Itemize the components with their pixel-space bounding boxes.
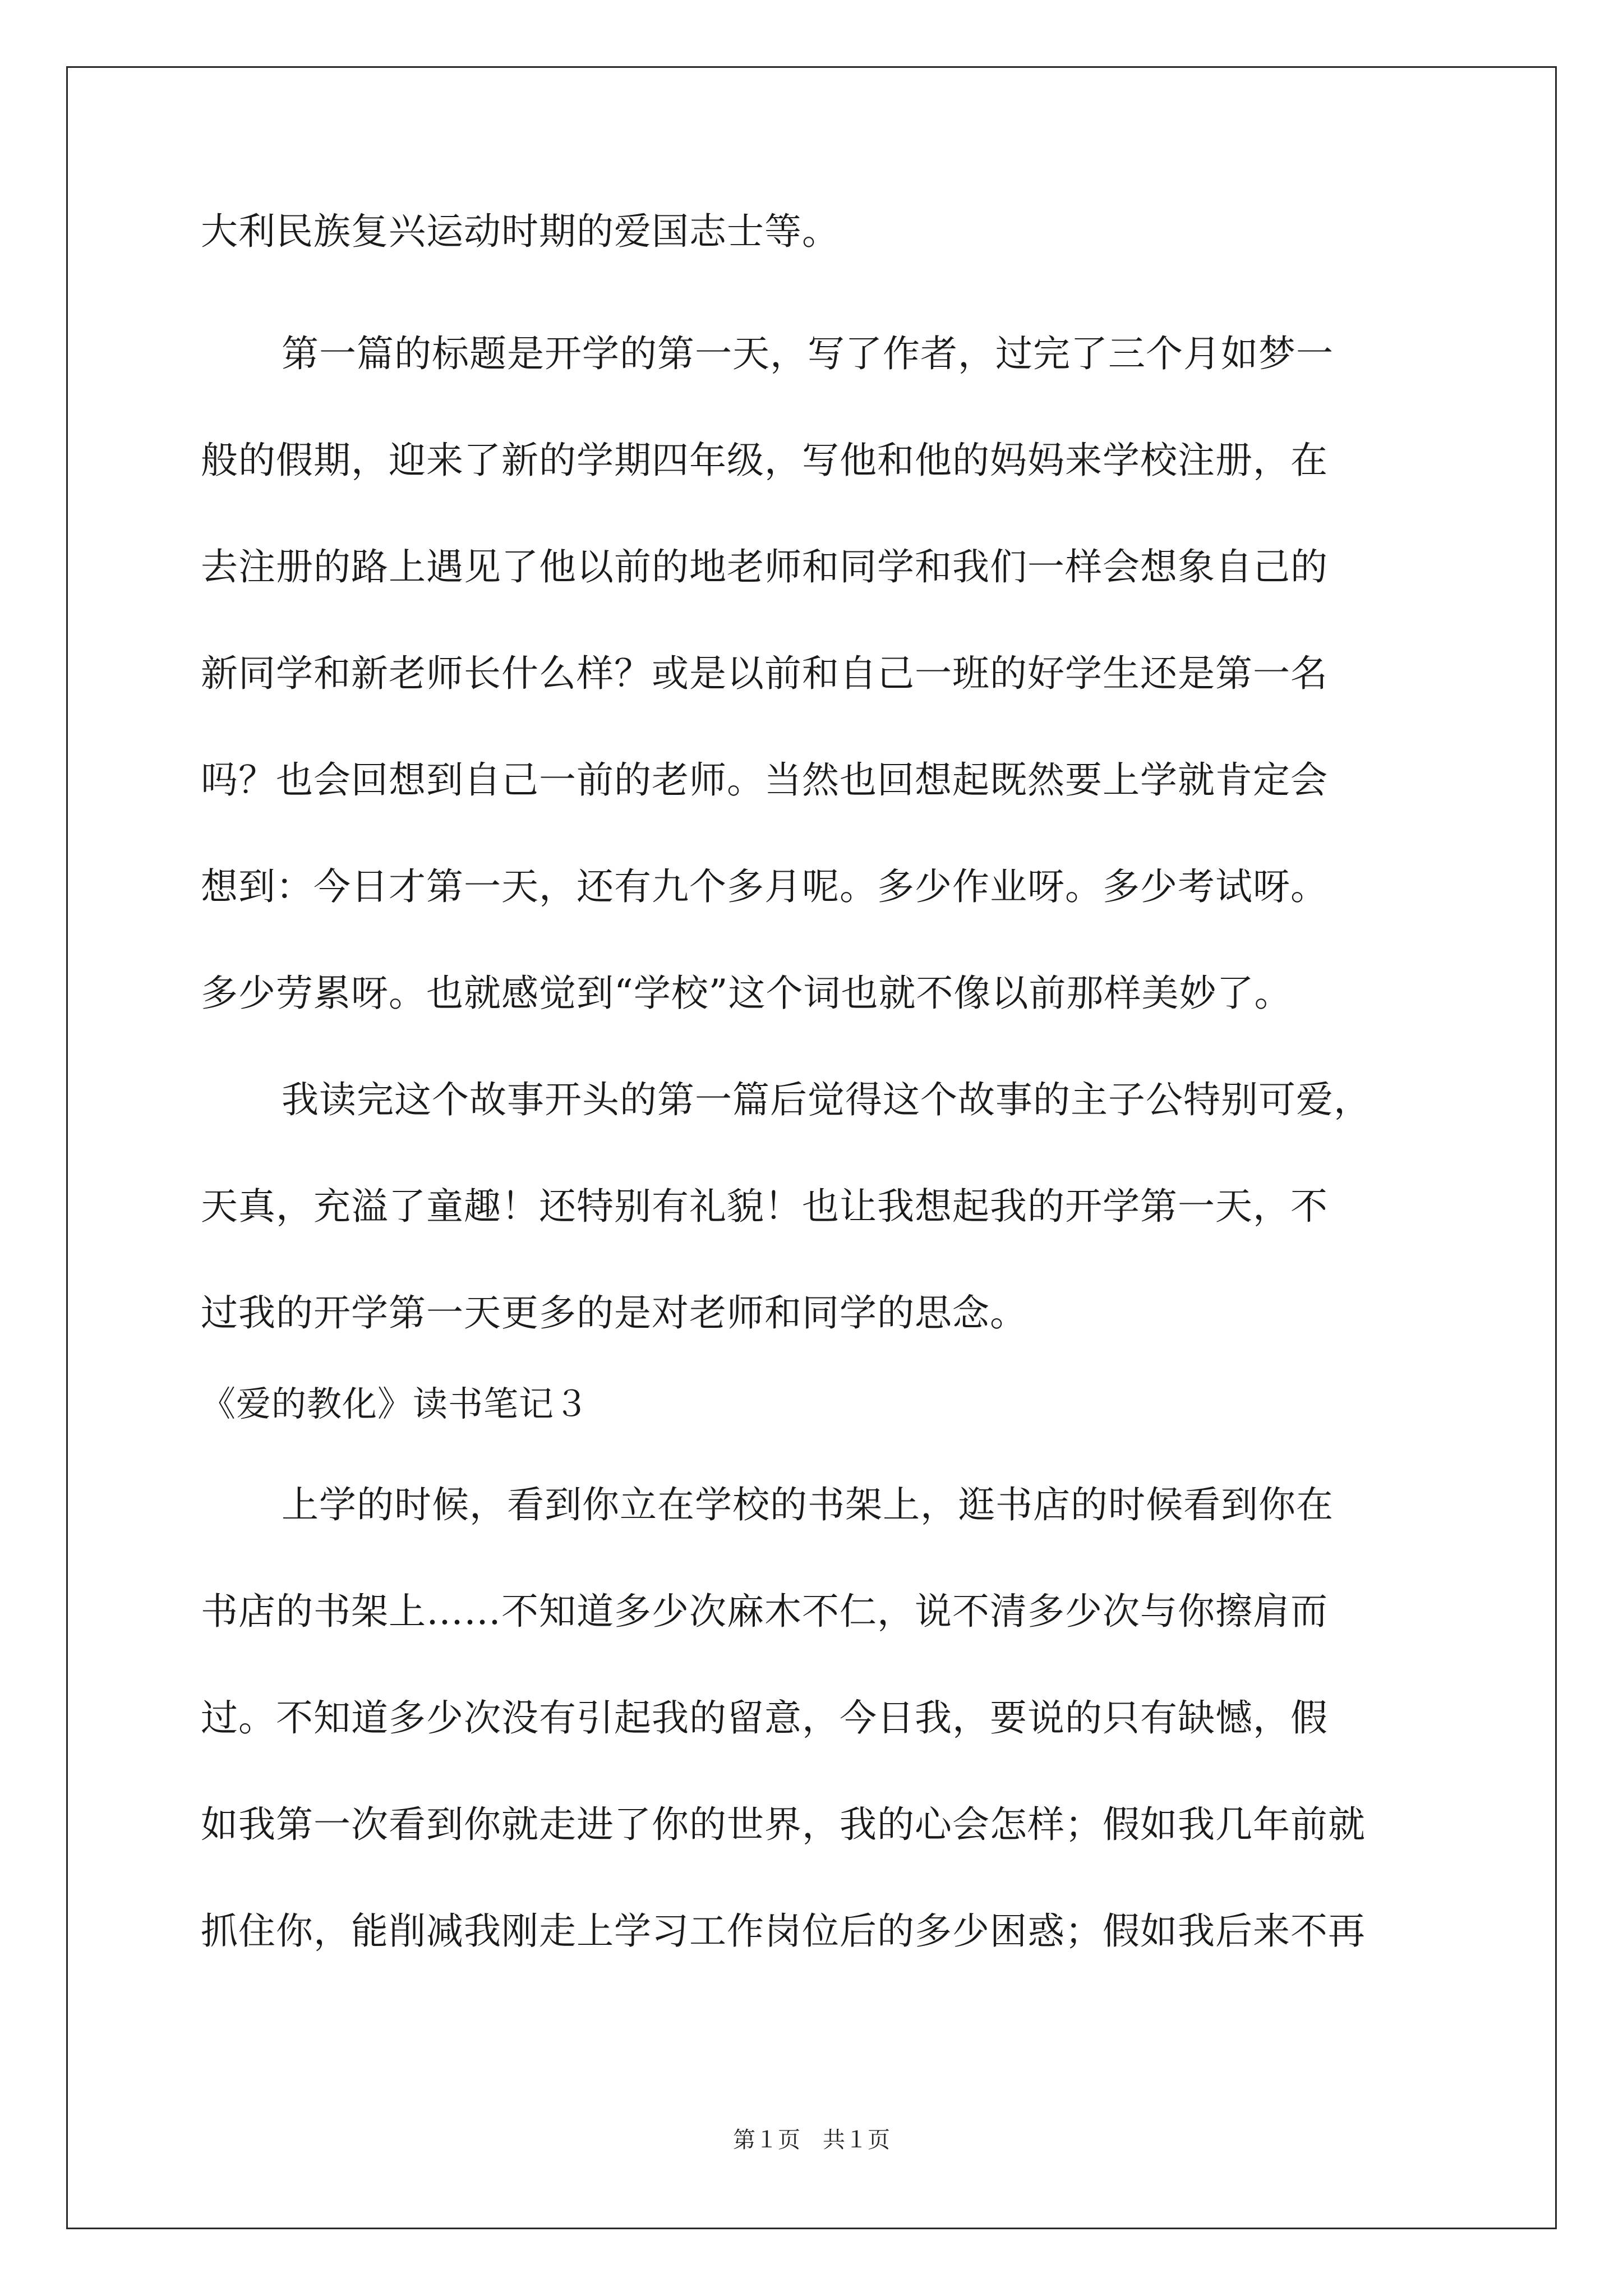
page-number-footer: 第１页 共１页 bbox=[733, 2127, 890, 2153]
text-line: 新同学和新老师长什么样？或是以前和自己一班的好学生还是第一名 bbox=[201, 652, 1328, 695]
page-border bbox=[66, 66, 1557, 2229]
text-line: 书店的书架上……不知道多少次麻木不仁，说不清多少次与你擦肩而 bbox=[201, 1590, 1328, 1633]
paragraph-first-line: 我读完这个故事开头的第一篇后觉得这个故事的主子公特别可爱， bbox=[282, 1078, 1371, 1121]
text-line: 天真，充溢了童趣！还特别有礼貌！也让我想起我的开学第一天，不 bbox=[201, 1185, 1328, 1228]
text-line: 过我的开学第一天更多的是对老师和同学的思念。 bbox=[201, 1291, 1027, 1335]
text-line: 想到：今日才第一天，还有九个多月呢。多少作业呀。多少考试呀。 bbox=[201, 865, 1328, 908]
text-line: 多少劳累呀。也就感觉到“学校”这个词也就不像以前那样美妙了。 bbox=[201, 972, 1292, 1015]
text-line: 过。不知道多少次没有引起我的留意，今日我，要说的只有缺憾，假 bbox=[201, 1696, 1328, 1740]
text-line: 大利民族复兴运动时期的爱国志士等。 bbox=[201, 210, 840, 253]
text-line: 般的假期，迎来了新的学期四年级，写他和他的妈妈来学校注册，在 bbox=[201, 439, 1328, 482]
text-line: 吗？也会回想到自己一前的老师。当然也回想起既然要上学就肯定会 bbox=[201, 758, 1328, 802]
section-heading: 《爱的教化》读书笔记３ bbox=[201, 1383, 590, 1424]
paragraph-first-line: 上学的时候，看到你立在学校的书架上，逛书店的时候看到你在 bbox=[282, 1483, 1334, 1526]
text-line: 抓住你，能削减我刚走上学习工作岗位后的多少困惑；假如我后来不再 bbox=[201, 1910, 1366, 1953]
text-line: 如我第一次看到你就走进了你的世界，我的心会怎样；假如我几年前就 bbox=[201, 1803, 1366, 1846]
text-line: 去注册的路上遇见了他以前的地老师和同学和我们一样会想象自己的 bbox=[201, 545, 1328, 588]
paragraph-first-line: 第一篇的标题是开学的第一天，写了作者，过完了三个月如梦一 bbox=[282, 332, 1334, 375]
